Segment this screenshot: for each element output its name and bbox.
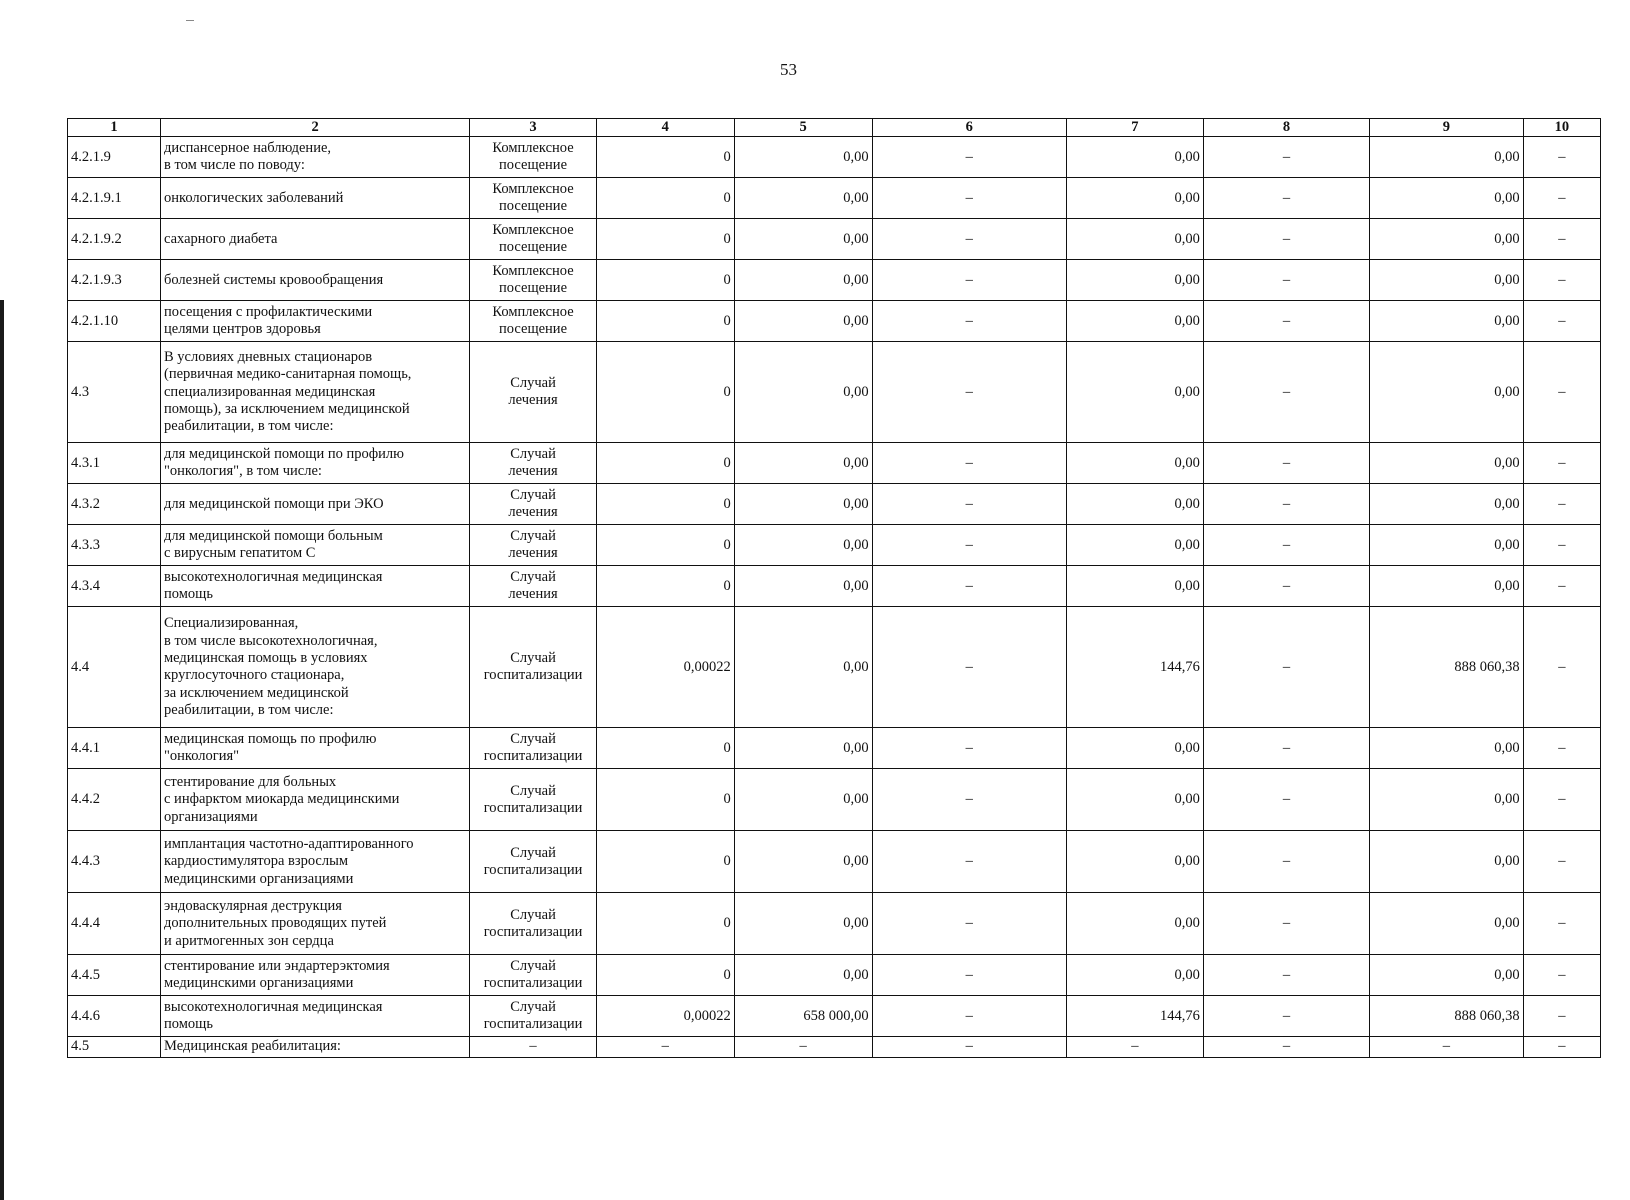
- row-col7-value: 0,00: [1066, 769, 1203, 831]
- row-col8-value: –: [1203, 525, 1369, 566]
- row-col9-value: 0,00: [1370, 728, 1524, 769]
- row-col7-value: 0,00: [1066, 443, 1203, 484]
- row-col8-value: –: [1203, 728, 1369, 769]
- row-unit: Случай лечения: [470, 484, 596, 525]
- column-header: 9: [1370, 119, 1524, 137]
- row-col10-value: –: [1523, 996, 1600, 1037]
- row-col4-value: 0: [596, 443, 734, 484]
- row-col6-value: –: [872, 893, 1066, 955]
- row-col6-value: –: [872, 484, 1066, 525]
- row-col9-value: 0,00: [1370, 955, 1524, 996]
- row-col7-value: 0,00: [1066, 342, 1203, 443]
- row-unit: Случай госпитализации: [470, 607, 596, 728]
- row-col6-value: –: [872, 342, 1066, 443]
- row-unit: Случай лечения: [470, 342, 596, 443]
- row-col7-value: 144,76: [1066, 607, 1203, 728]
- row-col7-value: 0,00: [1066, 137, 1203, 178]
- row-unit: Случай госпитализации: [470, 831, 596, 893]
- table-row: [68, 1037, 1601, 1057]
- row-col5-value: 0,00: [734, 342, 872, 443]
- row-col5-value: 0,00: [734, 178, 872, 219]
- table-row: [68, 831, 1601, 893]
- row-col7-value: 0,00: [1066, 178, 1203, 219]
- row-code: 4.3.2: [68, 484, 161, 525]
- row-col9-value: 0,00: [1370, 566, 1524, 607]
- row-col4-value: 0: [596, 178, 734, 219]
- row-col9-value: 0,00: [1370, 137, 1524, 178]
- column-header: 6: [872, 119, 1066, 137]
- row-code: 4.2.1.9.3: [68, 260, 161, 301]
- row-col8-value: –: [1203, 831, 1369, 893]
- row-col6-value: –: [872, 525, 1066, 566]
- row-code: 4.4.5: [68, 955, 161, 996]
- page-number: 53: [780, 60, 797, 79]
- row-code: 4.4: [68, 607, 161, 728]
- row-col9-value: 0,00: [1370, 893, 1524, 955]
- row-col9-value: 0,00: [1370, 301, 1524, 342]
- row-col10-value: –: [1523, 137, 1600, 178]
- row-col9-value: 0,00: [1370, 260, 1524, 301]
- row-col4-value: 0: [596, 342, 734, 443]
- row-name: болезней системы кровообращения: [161, 260, 470, 301]
- row-col8-value: –: [1203, 1037, 1369, 1057]
- row-col10-value: –: [1523, 831, 1600, 893]
- column-header: 1: [68, 119, 161, 137]
- column-header: 4: [596, 119, 734, 137]
- row-col5-value: 0,00: [734, 301, 872, 342]
- row-col10-value: –: [1523, 178, 1600, 219]
- row-name: высокотехнологичная медицинская помощь: [161, 566, 470, 607]
- row-code: 4.2.1.10: [68, 301, 161, 342]
- row-col7-value: 0,00: [1066, 831, 1203, 893]
- row-col10-value: –: [1523, 566, 1600, 607]
- column-header: 10: [1523, 119, 1600, 137]
- row-col8-value: –: [1203, 996, 1369, 1037]
- row-name: стентирование или эндартерэктомия медицинскими организациями: [161, 955, 470, 996]
- row-col4-value: 0: [596, 728, 734, 769]
- row-col4-value: 0: [596, 301, 734, 342]
- row-unit: –: [470, 1037, 596, 1057]
- row-code: 4.2.1.9: [68, 137, 161, 178]
- table-row: [68, 443, 1601, 484]
- row-col6-value: –: [872, 260, 1066, 301]
- row-col9-value: 0,00: [1370, 219, 1524, 260]
- row-col10-value: –: [1523, 260, 1600, 301]
- row-col10-value: –: [1523, 525, 1600, 566]
- row-col7-value: –: [1066, 1037, 1203, 1057]
- row-col10-value: –: [1523, 1037, 1600, 1057]
- table-row: [68, 607, 1601, 728]
- table-row: [68, 137, 1601, 178]
- row-col6-value: –: [872, 137, 1066, 178]
- row-name: имплантация частотно-адаптированного кардиостимулятора взрослым медицинскими организациями: [161, 831, 470, 893]
- row-unit: Комплексное посещение: [470, 178, 596, 219]
- row-col5-value: 0,00: [734, 566, 872, 607]
- table-row: [68, 219, 1601, 260]
- table-row: [68, 342, 1601, 443]
- row-code: 4.3: [68, 342, 161, 443]
- row-col4-value: 0,00022: [596, 996, 734, 1037]
- row-code: 4.3.4: [68, 566, 161, 607]
- row-col10-value: –: [1523, 342, 1600, 443]
- row-unit: Случай лечения: [470, 566, 596, 607]
- row-col6-value: –: [872, 443, 1066, 484]
- row-code: 4.4.3: [68, 831, 161, 893]
- row-name: посещения с профилактическими целями центров здоровья: [161, 301, 470, 342]
- row-name: онкологических заболеваний: [161, 178, 470, 219]
- table-row: [68, 260, 1601, 301]
- row-col10-value: –: [1523, 219, 1600, 260]
- column-header: 7: [1066, 119, 1203, 137]
- row-col7-value: 0,00: [1066, 484, 1203, 525]
- row-col8-value: –: [1203, 955, 1369, 996]
- scan-mark: [186, 20, 194, 21]
- row-col5-value: 0,00: [734, 484, 872, 525]
- row-col10-value: –: [1523, 443, 1600, 484]
- data-table: [67, 118, 1601, 1058]
- row-col10-value: –: [1523, 955, 1600, 996]
- row-col6-value: –: [872, 178, 1066, 219]
- row-col8-value: –: [1203, 178, 1369, 219]
- row-col4-value: 0: [596, 566, 734, 607]
- row-col9-value: 0,00: [1370, 525, 1524, 566]
- row-code: 4.3.1: [68, 443, 161, 484]
- row-col8-value: –: [1203, 301, 1369, 342]
- row-col9-value: 0,00: [1370, 831, 1524, 893]
- table-row: [68, 955, 1601, 996]
- row-name: стентирование для больных с инфарктом миокарда медицинскими организациями: [161, 769, 470, 831]
- row-col5-value: 0,00: [734, 260, 872, 301]
- row-col9-value: 0,00: [1370, 178, 1524, 219]
- row-col4-value: –: [596, 1037, 734, 1057]
- row-col10-value: –: [1523, 728, 1600, 769]
- row-col8-value: –: [1203, 484, 1369, 525]
- table-body: [68, 119, 1601, 1058]
- row-name: для медицинской помощи при ЭКО: [161, 484, 470, 525]
- table-row: [68, 566, 1601, 607]
- row-col5-value: 0,00: [734, 955, 872, 996]
- row-col7-value: 144,76: [1066, 996, 1203, 1037]
- table-row: [68, 484, 1601, 525]
- row-col10-value: –: [1523, 769, 1600, 831]
- row-col6-value: –: [872, 1037, 1066, 1057]
- scan-edge: [0, 300, 4, 1200]
- row-col8-value: –: [1203, 260, 1369, 301]
- table-row: [68, 178, 1601, 219]
- row-col7-value: 0,00: [1066, 301, 1203, 342]
- row-code: 4.2.1.9.1: [68, 178, 161, 219]
- row-code: 4.4.6: [68, 996, 161, 1037]
- row-col7-value: 0,00: [1066, 893, 1203, 955]
- row-col6-value: –: [872, 219, 1066, 260]
- row-col8-value: –: [1203, 607, 1369, 728]
- row-col4-value: 0: [596, 831, 734, 893]
- row-col5-value: 0,00: [734, 525, 872, 566]
- row-unit: Комплексное посещение: [470, 219, 596, 260]
- row-col6-value: –: [872, 955, 1066, 996]
- row-col7-value: 0,00: [1066, 219, 1203, 260]
- row-unit: Случай госпитализации: [470, 769, 596, 831]
- row-name: диспансерное наблюдение, в том числе по поводу:: [161, 137, 470, 178]
- row-unit: Случай госпитализации: [470, 955, 596, 996]
- row-col5-value: 0,00: [734, 831, 872, 893]
- row-unit: Комплексное посещение: [470, 137, 596, 178]
- row-name: для медицинской помощи больным с вирусным гепатитом С: [161, 525, 470, 566]
- row-col4-value: 0: [596, 219, 734, 260]
- row-col9-value: 0,00: [1370, 484, 1524, 525]
- row-code: 4.3.3: [68, 525, 161, 566]
- row-col4-value: 0: [596, 525, 734, 566]
- row-code: 4.2.1.9.2: [68, 219, 161, 260]
- row-col7-value: 0,00: [1066, 728, 1203, 769]
- column-header: 2: [161, 119, 470, 137]
- header-row: [68, 119, 1601, 137]
- row-name: Медицинская реабилитация:: [161, 1037, 470, 1057]
- row-col9-value: 0,00: [1370, 769, 1524, 831]
- row-col6-value: –: [872, 831, 1066, 893]
- row-col5-value: 0,00: [734, 443, 872, 484]
- row-col6-value: –: [872, 607, 1066, 728]
- row-col8-value: –: [1203, 566, 1369, 607]
- row-col5-value: 0,00: [734, 728, 872, 769]
- row-name: сахарного диабета: [161, 219, 470, 260]
- row-col9-value: 888 060,38: [1370, 996, 1524, 1037]
- row-name: эндоваскулярная деструкция дополнительных проводящих путей и аритмогенных зон сердца: [161, 893, 470, 955]
- row-name: для медицинской помощи по профилю "онкология", в том числе:: [161, 443, 470, 484]
- row-col9-value: –: [1370, 1037, 1524, 1057]
- row-unit: Случай лечения: [470, 525, 596, 566]
- row-col5-value: –: [734, 1037, 872, 1057]
- row-col7-value: 0,00: [1066, 566, 1203, 607]
- row-name: высокотехнологичная медицинская помощь: [161, 996, 470, 1037]
- row-col10-value: –: [1523, 893, 1600, 955]
- row-col6-value: –: [872, 769, 1066, 831]
- row-col4-value: 0: [596, 137, 734, 178]
- row-col10-value: –: [1523, 484, 1600, 525]
- row-col7-value: 0,00: [1066, 955, 1203, 996]
- row-unit: Случай госпитализации: [470, 728, 596, 769]
- row-col4-value: 0: [596, 955, 734, 996]
- row-unit: Комплексное посещение: [470, 301, 596, 342]
- table-row: [68, 728, 1601, 769]
- row-col5-value: 0,00: [734, 893, 872, 955]
- row-col8-value: –: [1203, 219, 1369, 260]
- row-code: 4.4.2: [68, 769, 161, 831]
- row-col4-value: 0: [596, 260, 734, 301]
- row-code: 4.5: [68, 1037, 161, 1057]
- row-col8-value: –: [1203, 342, 1369, 443]
- column-header: 5: [734, 119, 872, 137]
- row-code: 4.4.4: [68, 893, 161, 955]
- row-unit: Комплексное посещение: [470, 260, 596, 301]
- row-col6-value: –: [872, 566, 1066, 607]
- row-col8-value: –: [1203, 769, 1369, 831]
- row-col10-value: –: [1523, 301, 1600, 342]
- row-col5-value: 0,00: [734, 137, 872, 178]
- table-row: [68, 525, 1601, 566]
- column-header: 8: [1203, 119, 1369, 137]
- table-row: [68, 301, 1601, 342]
- table-row: [68, 769, 1601, 831]
- row-col9-value: 0,00: [1370, 342, 1524, 443]
- row-col6-value: –: [872, 301, 1066, 342]
- row-col5-value: 658 000,00: [734, 996, 872, 1037]
- row-col5-value: 0,00: [734, 769, 872, 831]
- column-header: 3: [470, 119, 596, 137]
- row-col8-value: –: [1203, 443, 1369, 484]
- row-name: В условиях дневных стационаров (первичная медико-санитарная помощь, специализированная медицинская помощь), за исключением медицинской реабилитации, в том числе:: [161, 342, 470, 443]
- row-col4-value: 0: [596, 893, 734, 955]
- row-col6-value: –: [872, 996, 1066, 1037]
- row-col4-value: 0: [596, 484, 734, 525]
- row-unit: Случай госпитализации: [470, 996, 596, 1037]
- row-col8-value: –: [1203, 137, 1369, 178]
- row-col4-value: 0,00022: [596, 607, 734, 728]
- row-col7-value: 0,00: [1066, 260, 1203, 301]
- row-name: медицинская помощь по профилю "онкология": [161, 728, 470, 769]
- row-unit: Случай лечения: [470, 443, 596, 484]
- row-col4-value: 0: [596, 769, 734, 831]
- row-code: 4.4.1: [68, 728, 161, 769]
- row-col10-value: –: [1523, 607, 1600, 728]
- row-col9-value: 888 060,38: [1370, 607, 1524, 728]
- row-name: Специализированная, в том числе высокотехнологичная, медицинская помощь в условиях круглосуточного стационара, за исключением медицинской реабилитации, в том числе:: [161, 607, 470, 728]
- table-row: [68, 893, 1601, 955]
- row-col9-value: 0,00: [1370, 443, 1524, 484]
- row-col8-value: –: [1203, 893, 1369, 955]
- table-row: [68, 996, 1601, 1037]
- row-col5-value: 0,00: [734, 219, 872, 260]
- row-col6-value: –: [872, 728, 1066, 769]
- row-unit: Случай госпитализации: [470, 893, 596, 955]
- row-col5-value: 0,00: [734, 607, 872, 728]
- row-col7-value: 0,00: [1066, 525, 1203, 566]
